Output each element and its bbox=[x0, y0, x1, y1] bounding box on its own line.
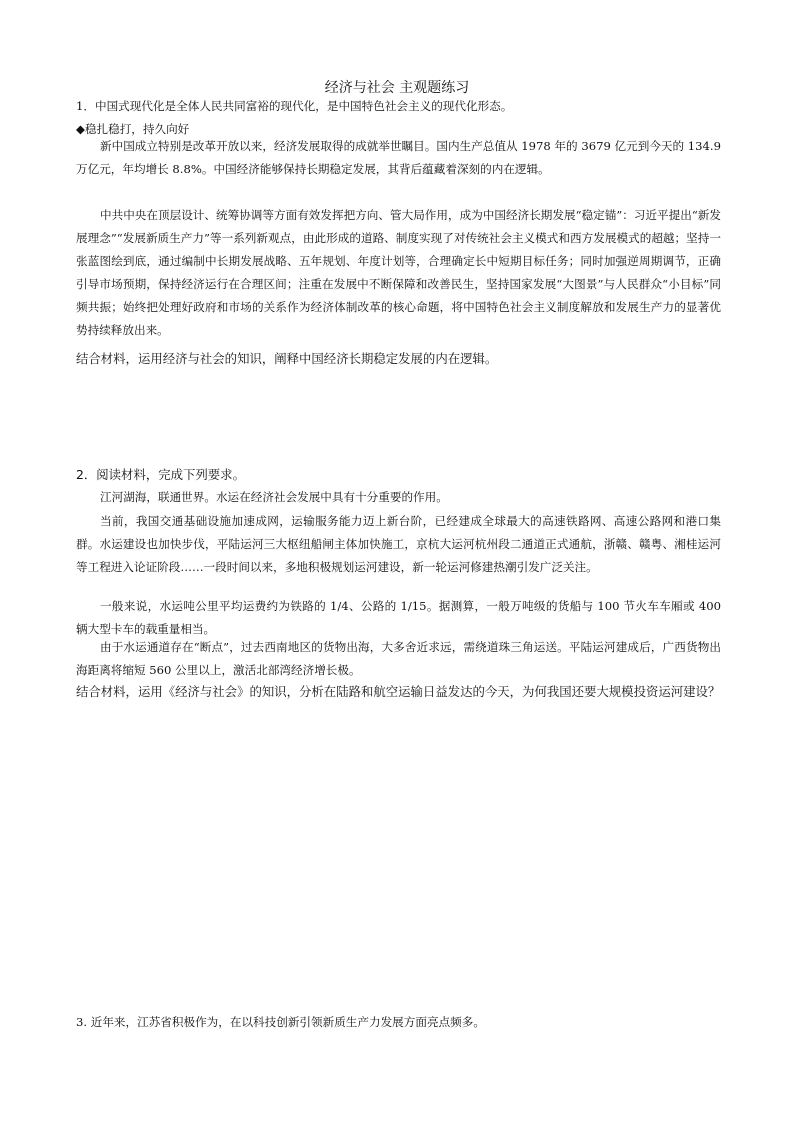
q1-paragraph-1: 新中国成立特别是改革开放以来，经济发展取得的成就举世瞩目。国内生产总值从 1978 年的 3679 亿元到今天的 134.9 万亿元，年均增长 8.8%。中国经济能够保持长期稳定发展，其背后蕴藏着深刻的内在逻辑。 bbox=[76, 139, 721, 176]
q2-paragraph-2: 当前，我国交通基础设施加速成网，运输服务能力迈上新台阶，已经建成全球最大的高速铁路网、高速公路网和港口集群。水运建设也加快步伐，平陆运河三大枢纽船闸主体加快施工，京杭大运河杭州段二通道正式通航，浙赣、赣粤、湘桂运河等工程进入论证阶段……一段时间以来，多地积极规划运河建设，新一轮运河修建热潮引发广泛关注。 bbox=[76, 514, 721, 574]
q1-subheading: ◆稳扎稳打，持久向好 bbox=[76, 122, 190, 136]
q2-paragraph-3: 一般来说，水运吨公里平均运费约为铁路的 1/4、公路的 1/15。据测算，一般万吨级的货船与 100 节火车车厢或 400 辆大型卡车的载重量相当。 bbox=[76, 599, 721, 636]
q1-question: 结合材料，运用经济与社会的知识，阐释中国经济长期稳定发展的内在逻辑。 bbox=[76, 351, 498, 366]
q3-heading: 3. 近年来，江苏省积极作为，在以科技创新引领新质生产力发展方面亮点频多。 bbox=[76, 1015, 485, 1029]
q1-paragraph-2: 中共中央在顶层设计、统筹协调等方面有效发挥把方向、管大局作用，成为中国经济长期发展“稳定锚”：习近平提出“新发展理念”“发展新质生产力”等一系列新观点，由此形成的道路、制度实现了对传统社会主义模式和西方发展模式的超越；坚持一张蓝图绘到底，通过编制中长期发展战略、五年规划、年度计划等，合理确定长中短期目标任务；同时加强逆周期调节，正确引导市场预期，保持经济运行在合理区间；注重在发展中不断保障和改善民生，坚持国家发展“大图景”与人民群众“小目标”同频共振；始终把处理好政府和市场的关系作为经济体制改革的核心命题，将中国特色社会主义制度解放和发展生产力的显著优势持续释放出来。 bbox=[76, 208, 721, 337]
q2-question: 结合材料，运用《经济与社会》的知识，分析在陆路和航空运输日益发达的今天，为何我国还要大规模投资运河建设？ bbox=[76, 684, 721, 699]
q2-paragraph-4: 由于水运通道存在“断点”，过去西南地区的货物出海，大多舍近求远，需绕道珠三角运送。平陆运河建成后，广西货物出海距离将缩短 560 公里以上，激活北部湾经济增长极。 bbox=[76, 640, 721, 677]
q2-paragraph-1: 江河湖海，联通世界。水运在经济社会发展中具有十分重要的作用。 bbox=[100, 490, 448, 504]
q1-heading: 1．中国式现代化是全体人民共同富裕的现代化，是中国特色社会主义的现代化形态。 bbox=[76, 99, 513, 113]
q2-heading: 2．阅读材料，完成下列要求。 bbox=[76, 467, 245, 482]
page-title: 经济与社会 主观题练习 bbox=[324, 80, 470, 96]
